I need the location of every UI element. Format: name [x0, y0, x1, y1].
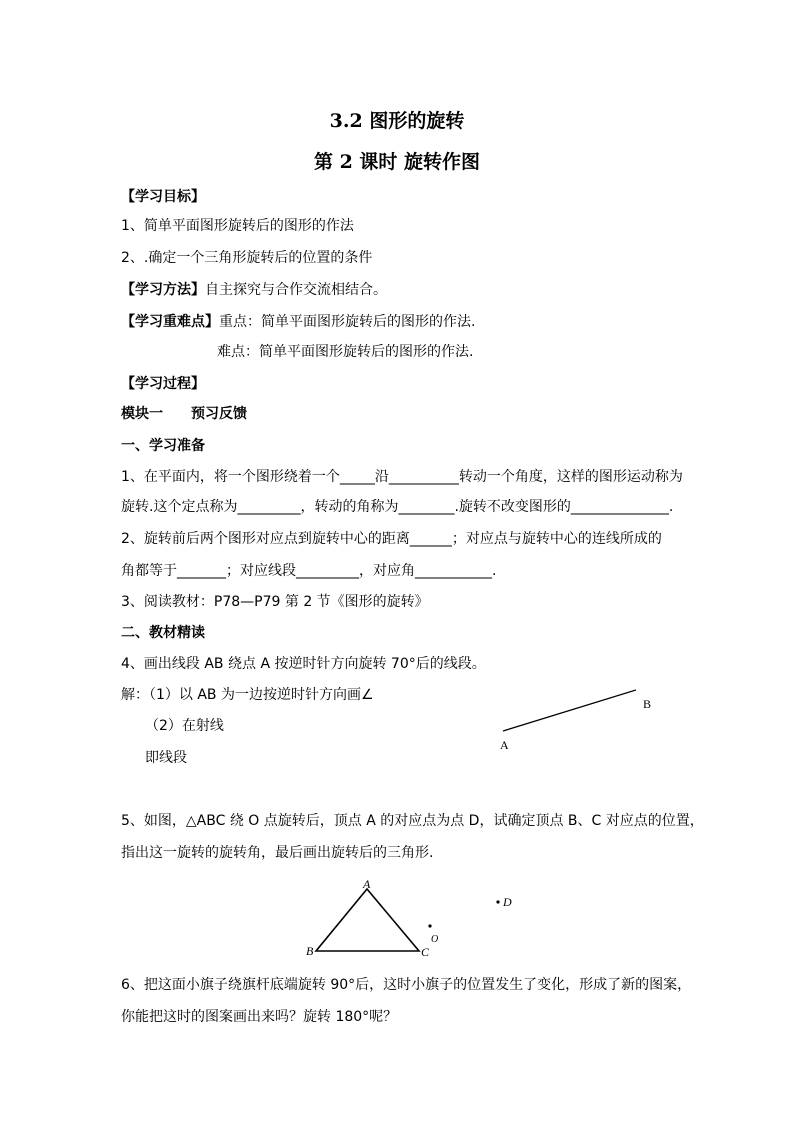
method-text: 自主探究与合作交流相结合。: [205, 282, 387, 298]
method-label: 【学习方法】: [121, 282, 205, 298]
q1-line-1: 1、在平面内，将一个图形绕着一个_____沿__________转动一个角度，这样的图形运动称为: [121, 469, 683, 485]
process-heading: 【学习过程】: [121, 376, 205, 392]
q3: 3、阅读教材：P78—P79 第 2 节《图形的旋转》: [121, 594, 429, 610]
q4: 4、画出线段 AB 绕点 A 按逆时针方向旋转 70°后的线段。: [121, 656, 486, 672]
q2-line-1: 2、旋转前后两个图形对应点到旋转中心的距离______；对应点与旋转中心的连线所成的: [121, 531, 662, 547]
module-label: 模块一: [121, 406, 163, 422]
q6-line-2: 你能把这时的图案画出来吗？旋转 180°呢？: [121, 1009, 398, 1025]
label-c-fig2: C: [421, 945, 430, 959]
page-subtitle: 第 2 课时 旋转作图: [313, 151, 481, 173]
page-title: 3.2 图形的旋转: [329, 110, 465, 132]
q1-line-2: 旋转.这个定点称为_________，转动的角称为________.旋转不改变图形的______________.: [121, 499, 674, 515]
module-title: 预习反馈: [191, 406, 247, 422]
label-d-fig2: D: [503, 895, 512, 909]
point-d: [496, 900, 499, 903]
segment-ab: [503, 690, 636, 731]
goal-2: 2、.确定一个三角形旋转后的位置的条件: [121, 250, 373, 266]
q2-line-2: 角都等于_______；对应线段_________，对应角___________.: [121, 563, 497, 579]
q4-solution-3: 即线段: [145, 750, 187, 766]
label-a-fig1: A: [500, 738, 509, 752]
section-2-heading: 二、教材精读: [121, 625, 205, 641]
q6-line-1: 6、把这面小旗子绕旗杆底端旋转 90°后，这时小旗子的位置发生了变化，形成了新的图案，: [121, 977, 692, 993]
key-label: 【学习重难点】: [121, 314, 219, 330]
q5-line-2: 指出这一旋转的旋转角，最后画出旋转后的三角形.: [121, 845, 434, 861]
label-o-fig2: O: [431, 934, 439, 945]
key-text: 重点：简单平面图形旋转后的图形的作法.: [219, 314, 476, 330]
label-a-fig2: A: [363, 877, 371, 891]
goals-heading: 【学习目标】: [121, 189, 205, 205]
q5-line-1: 5、如图，△ABC 绕 O 点旋转后，顶点 A 的对应点为点 D，试确定顶点 B、C 对应点的位置，: [121, 813, 704, 829]
label-b-fig2: B: [306, 944, 314, 958]
point-o: [428, 924, 431, 927]
difficult-text: 难点：简单平面图形旋转后的图形的作法.: [217, 344, 474, 360]
q4-solution-2: （2）在射线: [145, 718, 224, 734]
goal-1: 1、简单平面图形旋转后的图形的作法: [121, 218, 354, 234]
triangle-abc: [316, 889, 419, 951]
q4-solution-1: 解：（1）以 AB 为一边按逆时针方向画∠: [121, 687, 374, 703]
label-b-fig1: B: [643, 697, 652, 711]
section-1-heading: 一、学习准备: [121, 438, 205, 454]
